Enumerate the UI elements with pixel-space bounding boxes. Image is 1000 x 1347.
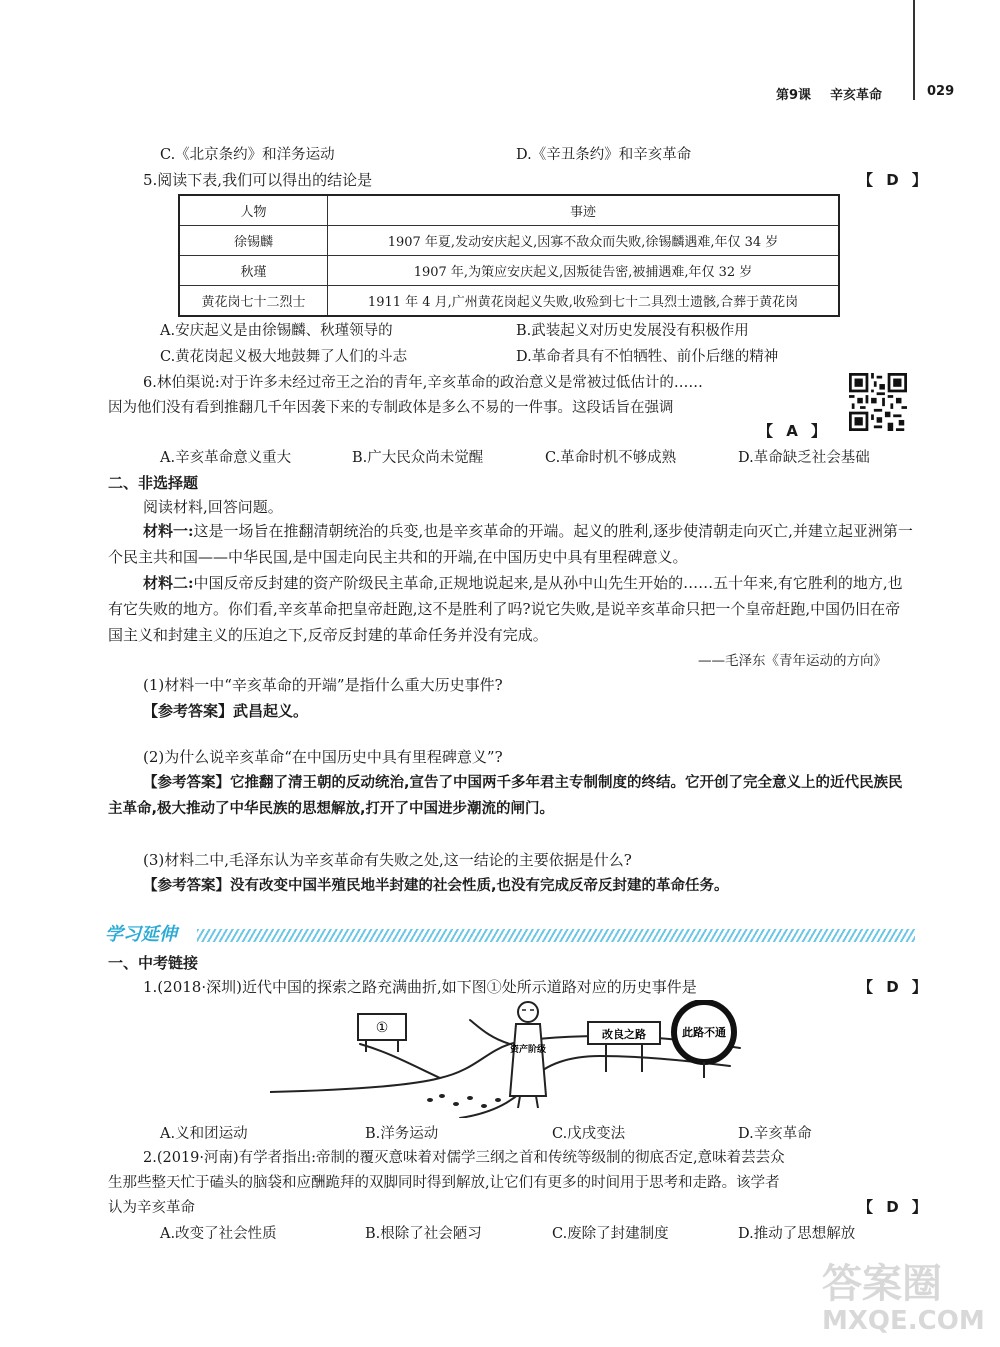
table-header-person: 人物 xyxy=(179,195,328,226)
lesson-number: 第9课 xyxy=(776,88,812,103)
extension-heading: 一、中考链接 xyxy=(108,954,199,972)
question-1: (1)材料一中“辛亥革命的开端”是指什么重大历史事件? xyxy=(143,676,503,694)
header-vertical-rule xyxy=(913,0,915,100)
q6-option-c: C.革命时机不够成熟 xyxy=(545,450,677,466)
ext-q1-answer: 【 D 】 xyxy=(858,978,931,996)
road-branch-left xyxy=(360,1044,440,1078)
material-two-label: 材料二: xyxy=(143,574,194,592)
ext-q1-option-c: C.戊戌变法 xyxy=(552,1126,626,1142)
table-cell-person: 徐锡麟 xyxy=(179,226,328,256)
bourgeoisie-figure xyxy=(510,1002,546,1108)
material-one-label: 材料一: xyxy=(143,522,194,540)
table-cell-deeds: 1911 年 4 月,广州黄花岗起义失败,收殓到七十二具烈士遗骸,合葬于黄花岗 xyxy=(328,286,840,317)
answer-1 xyxy=(143,700,308,721)
q6-option-d: D.革命缺乏社会基础 xyxy=(738,450,870,466)
sign-one xyxy=(358,1014,406,1052)
ext-q2-option-c: C.废除了封建制度 xyxy=(552,1226,669,1242)
q4-option-c: C.《北京条约》和洋务运动 xyxy=(160,147,335,163)
ext-q2-answer: 【 D 】 xyxy=(858,1198,931,1216)
sign-dead-end-label: 此路不通 xyxy=(682,1026,726,1039)
table-cell-deeds: 1907 年,为策应安庆起义,因叛徒告密,被捕遇难,年仅 32 岁 xyxy=(328,256,840,286)
part2-heading: 二、非选择题 xyxy=(108,474,199,492)
q5-stem: 5.阅读下表,我们可以得出的结论是 xyxy=(143,171,373,189)
answer-3 xyxy=(143,874,729,895)
figure-label: 资产阶级 xyxy=(509,1045,547,1055)
ext-q2-line-3: 认为辛亥革命 xyxy=(108,1200,195,1216)
road-edge-lower xyxy=(460,1056,730,1118)
table-cell-person: 秋瑾 xyxy=(179,256,328,286)
road-illustration xyxy=(270,1000,750,1118)
section-stripes xyxy=(197,929,915,942)
sign-dead-end xyxy=(674,1002,734,1078)
sign-reform-label: 改良之路 xyxy=(602,1028,646,1041)
table-header-row xyxy=(179,195,839,226)
page-number: 029 xyxy=(927,84,955,99)
watermark-logo: 答案圈 xyxy=(822,1261,942,1307)
answer-2-text: 它推翻了清王朝的反动统治,宣告了中国两千多年君主专制制度的终结。它开创了完全意义上的近代民族民主革命,极大推动了中华民族的思想解放,打开了中国进步潮流的闸门。 xyxy=(108,775,903,817)
lesson-title: 辛亥革命 xyxy=(830,88,883,103)
ext-q2-option-a: A.改变了社会性质 xyxy=(160,1226,277,1242)
q5-option-a: A.安庆起义是由徐锡麟、秋瑾领导的 xyxy=(160,323,393,339)
q5-option-c: C.黄花岗起义极大地鼓舞了人们的斗志 xyxy=(160,349,408,365)
q6-line-1: 6.林伯渠说:对于许多未经过帝王之治的青年,辛亥革命的政治意义是常被过低估计的…… xyxy=(143,375,703,391)
table-row xyxy=(179,286,839,317)
road-branch-upper xyxy=(470,1020,510,1044)
q5-option-d: D.革命者具有不怕牺牲、前仆后继的精神 xyxy=(516,349,779,365)
answer-1-text: 武昌起义。 xyxy=(233,702,309,720)
extension-section-bar xyxy=(105,922,915,948)
ext-q1-option-a: A.义和团运动 xyxy=(160,1126,248,1142)
ext-q2-option-b: B.根除了社会陋习 xyxy=(365,1226,482,1242)
ext-q2-line-1: 2.(2019·河南)有学者指出:帝制的覆灭意味着对儒学三纲之首和传统等级制的彻底否定,意味着芸芸众 xyxy=(143,1150,785,1166)
qr-code-icon xyxy=(849,373,907,431)
material-two-text: 中国反帝反封建的资产阶级民主革命,正规地说起来,是从孙中山先生开始的……五十年来,有它胜利的地方,也有它失败的地方。你们看,辛亥革命把皇帝赶跑,这不是胜利了吗?说它失败,是说辛亥革命只把一个皇帝赶跑,中国仍旧在帝国主义和封建主义的压迫之下,反帝反封建的革命任务并没有完成。 xyxy=(108,574,903,644)
material-one-text: 这是一场旨在推翻清朝统治的兵变,也是辛亥革命的开端。起义的胜利,逐步使清朝走向灭亡,并建立起亚洲第一个民主共和国——中华民国,是中国走向民主共和的开端,在中国历史中具有里程碑意义。 xyxy=(108,522,913,566)
extension-title: 学习延伸 xyxy=(105,922,185,948)
question-3: (3)材料二中,毛泽东认为辛亥革命有失败之处,这一结论的主要依据是什么? xyxy=(143,851,632,869)
answer-2 xyxy=(108,770,913,822)
answer-2-label: 【参考答案】 xyxy=(143,775,230,791)
part2-intro: 阅读材料,回答问题。 xyxy=(143,498,283,516)
answer-3-text: 没有改变中国半殖民地半封建的社会性质,也没有完成反帝反封建的革命任务。 xyxy=(230,878,729,894)
sign-reform-road xyxy=(588,1022,660,1072)
watermark-url: MXQE.COM xyxy=(822,1306,985,1336)
ext-q2-option-d: D.推动了思想解放 xyxy=(738,1226,856,1242)
ext-q2-line-2: 生那些整天忙于磕头的脑袋和应酬跪拜的双脚同时得到解放,让它们有更多的时间用于思考和走路。该学者 xyxy=(108,1175,780,1191)
road-edge-upper xyxy=(270,1036,740,1092)
sign-one-label: ① xyxy=(375,1020,389,1036)
answer-1-label: 【参考答案】 xyxy=(143,702,234,720)
ext-q1-option-d: D.辛亥革命 xyxy=(738,1126,812,1142)
ext-q1-stem: 1.(2018·深圳)近代中国的探索之路充满曲折,如下图①处所示道路对应的历史事件是 xyxy=(143,978,697,996)
table-cell-deeds: 1907 年夏,发动安庆起义,因寡不敌众而失败,徐锡麟遇难,年仅 34 岁 xyxy=(328,226,840,256)
ext-q1-option-b: B.洋务运动 xyxy=(365,1126,439,1142)
material-two-source: ——毛泽东《青年运动的方向》 xyxy=(698,653,887,669)
q6-option-b: B.广大民众尚未觉醒 xyxy=(352,450,484,466)
q5-answer: 【 D 】 xyxy=(858,171,931,189)
table-cell-person: 黄花岗七十二烈士 xyxy=(179,286,328,317)
answer-3-label: 【参考答案】 xyxy=(143,878,230,894)
table-row xyxy=(179,226,839,256)
q5-option-b: B.武装起义对历史发展没有积极作用 xyxy=(516,323,749,339)
q6-answer: 【 A 】 xyxy=(758,422,831,440)
q4-option-d: D.《辛丑条约》和辛亥革命 xyxy=(516,147,692,163)
question-2: (2)为什么说辛亥革命“在中国历史中具有里程碑意义”? xyxy=(143,748,503,766)
material-one xyxy=(108,518,913,570)
table-row xyxy=(179,256,839,286)
footprints xyxy=(427,1094,501,1108)
table-header-deeds: 事迹 xyxy=(328,195,840,226)
history-table xyxy=(178,194,840,317)
q6-option-a: A.辛亥革命意义重大 xyxy=(160,450,292,466)
material-two xyxy=(108,570,913,648)
q6-line-2: 因为他们没有看到推翻几千年因袭下来的专制政体是多么不易的一件事。这段话旨在强调 xyxy=(108,400,674,416)
